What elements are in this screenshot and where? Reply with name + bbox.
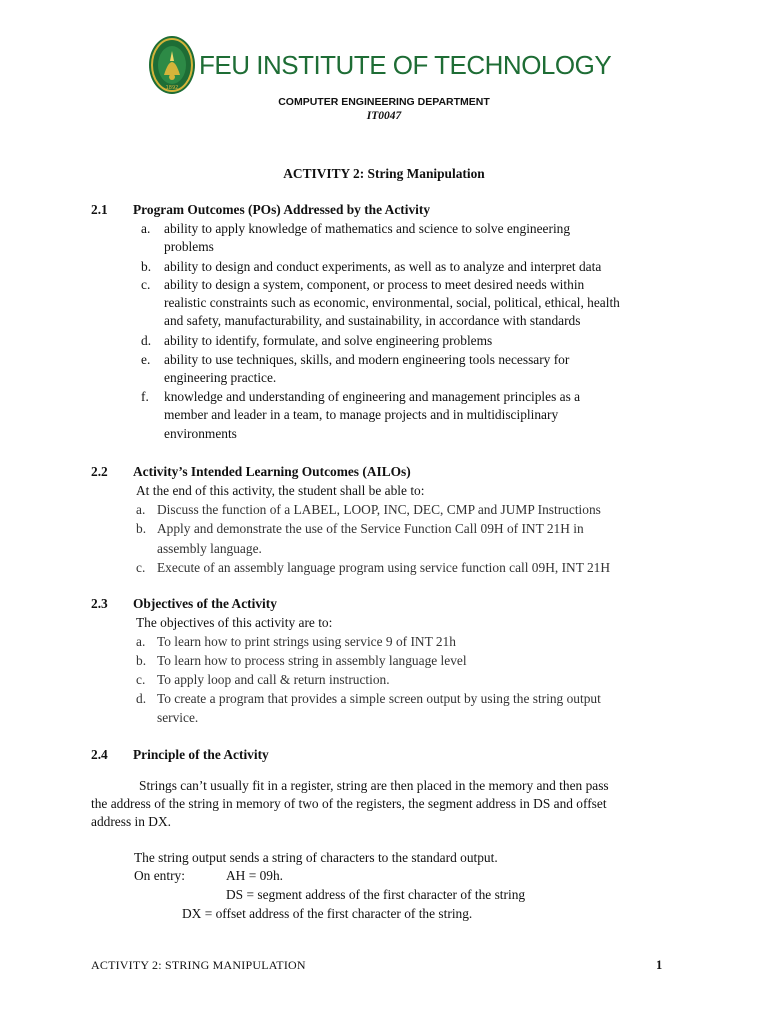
- list-marker: c.: [141, 277, 151, 292]
- list-marker: f.: [141, 389, 149, 404]
- section-intro: At the end of this activity, the student shall be able to:: [136, 483, 425, 498]
- list-marker: b.: [136, 653, 147, 668]
- on-entry-label: On entry:: [134, 868, 185, 883]
- list-item-line: To learn how to process string in assembly language level: [157, 653, 467, 668]
- list-marker: d.: [141, 333, 152, 348]
- list-item-line: service.: [157, 710, 199, 725]
- list-item-line: To learn how to print strings using service 9 of INT 21h: [157, 634, 456, 649]
- list-marker: a.: [136, 634, 146, 649]
- list-item-line: To apply loop and call & return instruction.: [157, 672, 390, 687]
- register-ah: AH = 09h.: [226, 868, 284, 883]
- list-marker: c.: [136, 672, 146, 687]
- list-item-line: engineering practice.: [164, 370, 277, 385]
- logo-year: 1892: [165, 85, 179, 91]
- department-name: COMPUTER ENGINEERING DEPARTMENT: [278, 96, 490, 108]
- section-intro: The objectives of this activity are to:: [136, 615, 333, 630]
- section-heading: Activity’s Intended Learning Outcomes (AILOs): [133, 464, 411, 479]
- feu-seal-logo: [148, 35, 196, 95]
- list-item-line: ability to design and conduct experiments, as well as to analyze and interpret data: [164, 259, 602, 274]
- paragraph-line: The string output sends a string of characters to the standard output.: [134, 850, 498, 865]
- register-ds: DS = segment address of the first character of the string: [226, 887, 526, 902]
- list-marker: a.: [141, 221, 151, 236]
- list-item-line: knowledge and understanding of engineering and management principles as a: [164, 389, 581, 404]
- list-item-line: realistic constraints such as economic, environmental, social, political, ethical, health: [164, 295, 620, 310]
- list-item-line: Apply and demonstrate the use of the Service Function Call 09H of INT 21H in: [157, 521, 584, 536]
- list-item-line: Discuss the function of a LABEL, LOOP, INC, DEC, CMP and JUMP Instructions: [157, 502, 601, 517]
- list-item-line: Execute of an assembly language program using service function call 09H, INT 21H: [157, 560, 611, 575]
- section-number: 2.4: [91, 747, 108, 762]
- list-marker: b.: [141, 259, 152, 274]
- list-item-line: ability to apply knowledge of mathematics and science to solve engineering: [164, 221, 571, 236]
- section-heading: Principle of the Activity: [133, 747, 269, 762]
- list-marker: e.: [141, 352, 151, 367]
- list-item-line: ability to identify, formulate, and solve engineering problems: [164, 333, 493, 348]
- list-item-line: assembly language.: [157, 541, 262, 556]
- list-item-line: ability to use techniques, skills, and modern engineering tools necessary for: [164, 352, 570, 367]
- page-number: 1: [656, 958, 663, 972]
- paragraph-line: Strings can’t usually fit in a register, string are then placed in the memory and then pass: [139, 778, 609, 793]
- list-marker: c.: [136, 560, 146, 575]
- list-item-line: environments: [164, 426, 237, 441]
- list-item-line: problems: [164, 239, 214, 254]
- list-item-line: ability to design a system, component, or process to meet desired needs within: [164, 277, 585, 292]
- section-number: 2.2: [91, 464, 108, 479]
- list-item-line: and safety, manufacturability, and sustainability, in accordance with standards: [164, 313, 581, 328]
- section-heading: Program Outcomes (POs) Addressed by the Activity: [133, 202, 431, 217]
- paragraph-line: address in DX.: [91, 814, 171, 829]
- footer-activity-title: ACTIVITY 2: STRING MANIPULATION: [91, 958, 306, 972]
- list-marker: d.: [136, 691, 147, 706]
- paragraph-line: the address of the string in memory of two of the registers, the segment address in DS and offset: [91, 796, 607, 811]
- section-heading: Objectives of the Activity: [133, 596, 277, 611]
- list-item-line: member and leader in a team, to manage projects and in multidisciplinary: [164, 407, 559, 422]
- school-name: FEU INSTITUTE OF TECHNOLOGY: [199, 50, 612, 80]
- list-marker: b.: [136, 521, 147, 536]
- register-dx: DX = offset address of the first character of the string.: [182, 906, 473, 921]
- list-item-line: To create a program that provides a simple screen output by using the string output: [157, 691, 601, 706]
- course-code: IT0047: [366, 110, 402, 122]
- section-number: 2.1: [91, 202, 108, 217]
- section-number: 2.3: [91, 596, 108, 611]
- activity-title: ACTIVITY 2: String Manipulation: [283, 166, 485, 181]
- list-marker: a.: [136, 502, 146, 517]
